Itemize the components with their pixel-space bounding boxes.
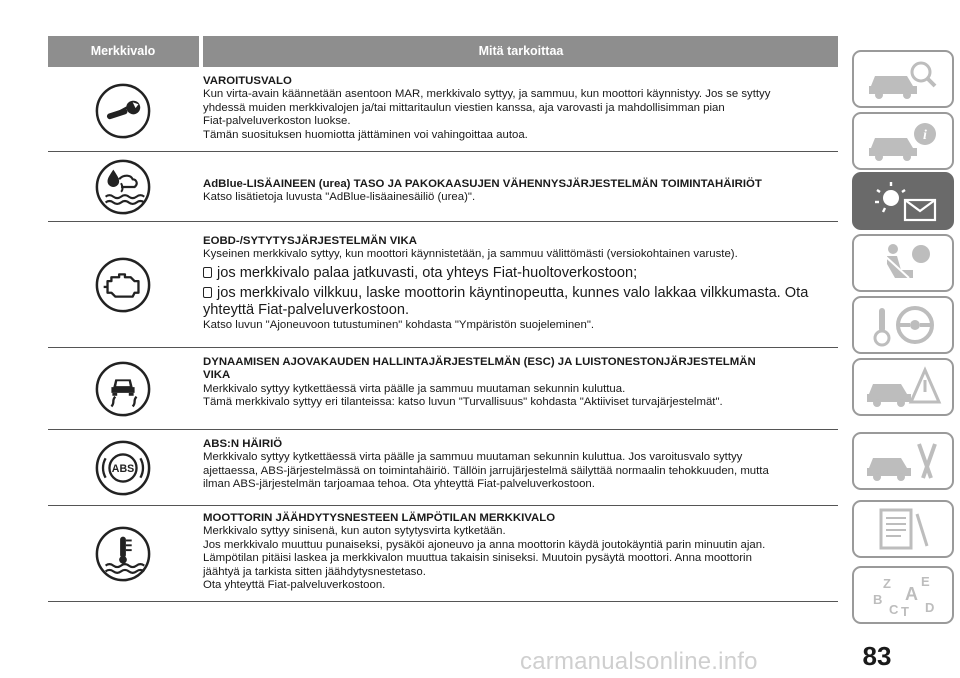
row-text: Tämä merkkivalo syttyy eri tilanteissa: katso luvun "Turvallisuus" kohdasta "Aktiiviset turvajärjestelmät". [203, 396, 723, 409]
spec-sheet-icon [861, 506, 945, 552]
warning-light-message-icon [861, 178, 945, 224]
seat-airbag-icon [861, 240, 945, 286]
page-number: 83 [862, 641, 892, 671]
row-text: Merkkivalo syttyy sinisenä, kun auton sytytysvirta kytketään. [203, 525, 506, 538]
row-text: ajettaessa, ABS-järjestelmässä on toimintahäiriö. Tällöin jarrujärjestelmä säilyttää normaalin tehokkuuden, mutta [203, 464, 769, 477]
table-row [48, 222, 838, 348]
header-meaning: Mitä tarkoittaa [478, 44, 564, 58]
adblue-fluid-icon [94, 158, 152, 216]
row-title: EOBD-/SYTYTYSJÄRJESTELMÄN VIKA [203, 235, 417, 247]
chapter-tab-emergency[interactable] [852, 358, 954, 416]
row-title-continuation: VIKA [203, 369, 231, 382]
table-header [48, 36, 838, 67]
chapter-tab-maintenance[interactable] [852, 432, 954, 490]
wrench-icon [94, 82, 152, 140]
row-text: Merkkivalo syttyy kytkettäessä virta päälle ja sammuu muutaman sekunnin kuluttua. [203, 382, 626, 395]
row-text: yhdessä muiden merkkivalojen ja/tai mittaritaulun viestien kanssa, aja varovasti ja mahdollisimman pian [203, 101, 725, 114]
table-row [48, 70, 838, 152]
car-tools-icon [861, 438, 945, 484]
abs-label: ABS [111, 462, 135, 475]
car-search-icon [861, 56, 945, 102]
row-title: DYNAAMISEN AJOVAKAUDEN HALLINTAJÄRJESTELMÄN (ESC) JA LUISTONESTONJÄRJESTELMÄN [203, 356, 756, 368]
svg-text:C: C [889, 602, 899, 617]
row-title: MOOTTORIN JÄÄHDYTYSNESTEEN LÄMPÖTILAN MERKKIVALO [203, 512, 556, 524]
row-title: AdBlue-LISÄAINEEN (urea) TASO JA PAKOKAASUJEN VÄHENNYSJÄRJESTELMÄN TOIMINTAHÄIRIÖT [203, 178, 762, 190]
row-title: ABS:N HÄIRIÖ [203, 438, 283, 450]
svg-text:T: T [901, 604, 909, 618]
checkbox-icon [203, 267, 212, 278]
row-text: Kun virta-avain käännetään asentoon MAR, merkkivalo syttyy, ja sammuu, kun moottori käynnistyy. Jos se syttyy [203, 88, 771, 101]
row-text: Katso luvun "Ajoneuvoon tutustuminen" kohdasta "Ympäristön suojeleminen". [203, 318, 595, 331]
table-row [48, 348, 838, 430]
car-info-icon [861, 118, 945, 164]
row-text: ilman ABS-järjestelmän tarjoamaa tehoa. Ota yhteyttä Fiat-palveluverkostoon. [203, 478, 595, 491]
car-warning-triangle-icon [861, 364, 945, 410]
svg-text:E: E [921, 574, 930, 589]
bullet-item: jos merkkivalo vilkkuu, laske moottorin käyntinopeutta, kunnes valo lakkaa vilkkumasta. Ota [203, 285, 830, 302]
table-row [48, 506, 838, 602]
checkbox-icon [203, 287, 212, 298]
row-text: Tämän suosituksen huomiotta jättäminen voi vahingoittaa autoa. [203, 128, 528, 141]
abs-icon [94, 439, 152, 497]
chapter-tab-starting-driving[interactable] [852, 296, 954, 354]
row-text: Ota yhteyttä Fiat-palveluverkostoon. [203, 579, 386, 592]
table-row [48, 430, 838, 506]
chapter-tab-car-info[interactable] [852, 112, 954, 170]
engine-check-icon [94, 256, 152, 314]
row-text: Fiat-palveluverkoston luokse. [203, 115, 351, 128]
row-text: Merkkivalo syttyy kytkettäessä virta päälle ja sammuu muutaman sekunnin kuluttua. Jos varoitusvalo syttyy [203, 451, 743, 464]
chapter-tab-safety[interactable] [852, 234, 954, 292]
svg-text:D: D [925, 600, 935, 615]
esc-skid-car-icon [94, 360, 152, 418]
table-row [48, 152, 838, 222]
chapter-tab-technical-data[interactable] [852, 500, 954, 558]
row-text: Kyseinen merkkivalo syttyy, kun moottori käynnistetään, ja sammuu välittömästi (versiokohtainen varuste). [203, 248, 738, 261]
chapter-tab-warning-lights[interactable] [852, 172, 954, 230]
header-divider [199, 36, 203, 67]
alphabet-index-icon [861, 572, 945, 618]
bullet-continuation: yhteyttä Fiat-palveluverkostoon. [203, 301, 410, 318]
svg-text:Z: Z [883, 576, 891, 591]
row-text: Jos merkkivalo muuttuu punaiseksi, pysäköi ajoneuvo ja anna moottorin käydä joutokäyntiä parin minuutin ajan. [203, 538, 766, 551]
svg-text:A: A [905, 584, 918, 604]
svg-text:i: i [923, 128, 927, 143]
row-title: VAROITUSVALO [203, 75, 292, 87]
steering-wheel-key-icon [861, 302, 945, 348]
row-text: jäähtyä ja tarkista sitten jäähdytysnestetaso. [203, 565, 426, 578]
bullet-item: jos merkkivalo palaa jatkuvasti, ota yhteys Fiat-huoltoverkostoon; [203, 265, 830, 282]
header-warning-light: Merkkivalo [90, 44, 156, 58]
svg-text:B: B [873, 592, 883, 607]
chapter-tab-index[interactable] [852, 566, 954, 624]
watermark: carmanualsonline.info [520, 648, 758, 675]
row-text: Lämpötilan pitäisi laskea ja merkkivalon muuttua takaisin siniseksi. Muutoin pysäytä moottori. Anna moottorin [203, 552, 752, 565]
chapter-tab-car-search[interactable] [852, 50, 954, 108]
row-text: Katso lisätietoja luvusta "AdBlue-lisäainesäiliö (urea)". [203, 191, 476, 204]
coolant-temperature-icon [94, 525, 152, 583]
